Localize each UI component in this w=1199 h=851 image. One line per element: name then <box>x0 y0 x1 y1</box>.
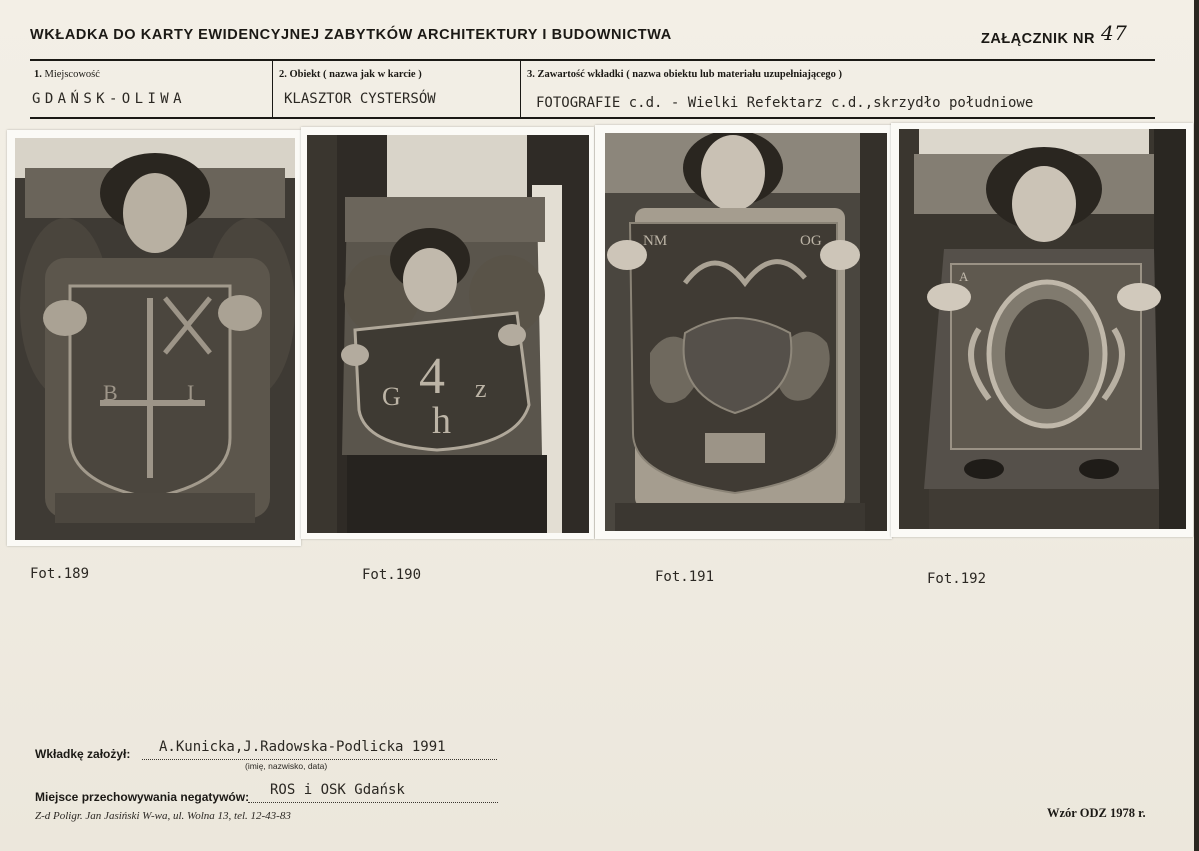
object-field-label: 2. Obiekt ( nazwa jak w karcie ) <box>279 69 422 80</box>
photo-189-shield-letter-2: I <box>187 380 195 405</box>
photo-191-shield-letter-2: OG <box>800 233 822 249</box>
field-table-bottom-rule <box>30 117 1155 119</box>
photo-192-caption: Fot.192 <box>927 571 987 587</box>
photo-190-shield-letter-3: h <box>432 400 451 442</box>
author-label: Wkładkę założył: <box>35 747 131 761</box>
negatives-label: Miejsce przechowywania negatywów: <box>35 790 250 804</box>
object-value: KLASZTOR CYSTERSÓW <box>284 91 436 107</box>
annex-number: 47 <box>1100 21 1128 45</box>
photo-191-shield-letter-1: NM <box>643 233 668 249</box>
photo-191-image <box>605 133 887 531</box>
place-field-label: 1. Miejscowość <box>34 69 100 80</box>
photo-190-caption: Fot.190 <box>362 567 422 583</box>
page-edge <box>1194 0 1199 851</box>
photo-192-image <box>899 129 1186 529</box>
photo-192-shield-letter-1: A <box>959 269 969 284</box>
content-field-label: 3. Zawartość wkładki ( nazwa obiektu lub materiału uzupełniającego ) <box>527 69 843 80</box>
photo-190-shield-letter-1: 4 <box>419 348 445 405</box>
field-table-top-rule <box>30 59 1155 61</box>
photo-190-image <box>307 135 589 533</box>
photo-189-shield-letter-1: B <box>103 380 118 405</box>
printer-info: Z-d Poligr. Jan Jasiński W-wa, ul. Wolna 13, tel. 12-43-83 <box>35 810 291 822</box>
photo-191-caption: Fot.191 <box>655 569 715 585</box>
photo-190-shield-letter-4: z <box>475 374 487 403</box>
negatives-dotted-line <box>248 802 498 803</box>
photo-190 <box>301 127 594 539</box>
negatives-value: ROS i OSK Gdańsk <box>270 782 405 798</box>
document-title: WKŁADKA DO KARTY EWIDENCYJNEJ ZABYTKÓW ARCHITEKTURY I BUDOWNICTWA <box>30 27 672 43</box>
photo-192 <box>891 123 1193 537</box>
annex-label-text: ZAŁĄCZNIK NR <box>981 31 1095 47</box>
photo-189-image <box>15 138 295 540</box>
photo-189 <box>7 130 301 546</box>
photo-189-caption: Fot.189 <box>30 566 90 582</box>
content-value: FOTOGRAFIE c.d. - Wielki Refektarz c.d.,skrzydło południowe <box>536 95 1034 111</box>
annex-label <box>981 21 1128 48</box>
author-note: (imię, nazwisko, data) <box>245 761 328 771</box>
author-dotted-line <box>142 759 497 760</box>
author-value: A.Kunicka,J.Radowska-Podlicka 1991 <box>159 739 446 755</box>
photo-190-shield-letter-2: G <box>382 382 401 411</box>
form-version: Wzór ODZ 1978 r. <box>1047 806 1146 820</box>
field-divider-2 <box>520 61 521 117</box>
photo-191 <box>595 125 892 539</box>
field-divider-1 <box>272 61 273 117</box>
place-value: GDAŃSK-OLIWA <box>32 91 186 107</box>
